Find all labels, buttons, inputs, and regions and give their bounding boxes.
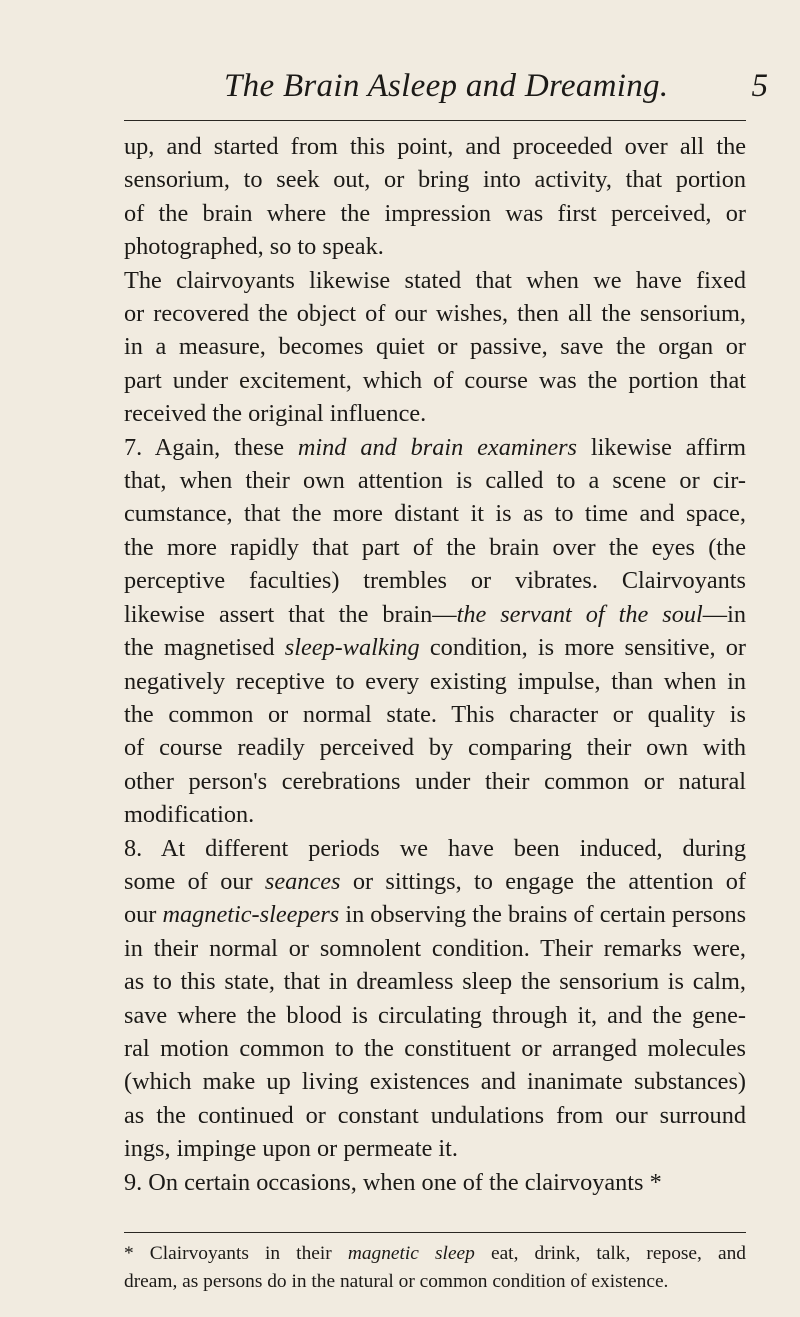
text-line: save where the blood is circulating through it, and the gene- xyxy=(124,1001,746,1029)
text-line: perceptive faculties) trembles or vibrates. Clairvoyants xyxy=(124,567,746,595)
text-line: (which make up living existences and inanimate substances) xyxy=(124,1068,746,1096)
footnote xyxy=(124,1240,746,1296)
running-title: The Brain Asleep and Dreaming. xyxy=(224,68,669,104)
text-line: in their normal or somnolent condition. Their remarks were, xyxy=(124,934,746,962)
text-line: negatively receptive to every existing impulse, than when in xyxy=(124,667,746,695)
text-line: * Clairvoyants in their magnetic sleep eat, drink, talk, repose, and xyxy=(124,1243,746,1264)
text-line: that, when their own attention is called to a scene or cir- xyxy=(124,467,746,495)
text-line: part under excitement, which of course was the portion that xyxy=(124,366,746,394)
text-line: up, and started from this point, and proceeded over all the xyxy=(124,133,746,160)
text-line: some of our seances or sittings, to engage the attention of xyxy=(124,867,746,895)
text-line: the common or normal state. This character or quality is xyxy=(124,700,746,728)
text-line: modification. xyxy=(124,801,255,829)
text-line: dream, as persons do in the natural or common condition of existence. xyxy=(124,1271,669,1292)
text-line: the magnetised sleep-walking condition, is more sensitive, or xyxy=(124,634,746,662)
text-line: 9. On certain occasions, when one of the clairvoyants * xyxy=(124,1168,662,1196)
text-line: our magnetic-sleepers in observing the brains of certain persons xyxy=(124,901,747,929)
text-line: as to this state, that in dreamless sleep the sensorium is calm, xyxy=(124,968,746,996)
text-line: 7. Again, these mind and brain examiners likewise affirm xyxy=(124,433,746,461)
text-line: sensorium, to seek out, or bring into activity, that portion xyxy=(124,166,746,194)
text-line: ral motion common to the constituent or arranged molecules xyxy=(124,1034,746,1062)
text-line: in a measure, becomes quiet or passive, save the organ or xyxy=(124,333,746,361)
text-line: of course readily perceived by comparing their own with xyxy=(124,734,746,762)
text-line: likewise assert that the brain—the servant of the soul—in xyxy=(124,600,746,628)
text-line: The clairvoyants likewise stated that when we have fixed xyxy=(124,266,746,294)
text-line: cumstance, that the more distant it is as to time and space, xyxy=(124,500,746,528)
footnote-rule xyxy=(124,1232,746,1233)
page-header xyxy=(124,62,796,106)
page-number: 5 xyxy=(751,68,768,104)
text-line: 8. At different periods we have been induced, during xyxy=(124,834,746,862)
text-line: ings, impinge upon or permeate it. xyxy=(124,1135,459,1163)
text-line: photographed, so to speak. xyxy=(124,233,384,261)
text-line: of the brain where the impression was first perceived, or xyxy=(124,199,746,227)
header-rule xyxy=(124,120,746,121)
body-text xyxy=(124,130,746,1199)
text-line: or recovered the object of our wishes, then all the sensorium, xyxy=(124,300,746,328)
text-line: other person's cerebrations under their common or natural xyxy=(124,767,746,795)
text-line: the more rapidly that part of the brain over the eyes (the xyxy=(124,533,746,561)
text-line: as the continued or constant undulations from our surround xyxy=(124,1101,746,1129)
text-line: received the original influence. xyxy=(124,400,427,428)
